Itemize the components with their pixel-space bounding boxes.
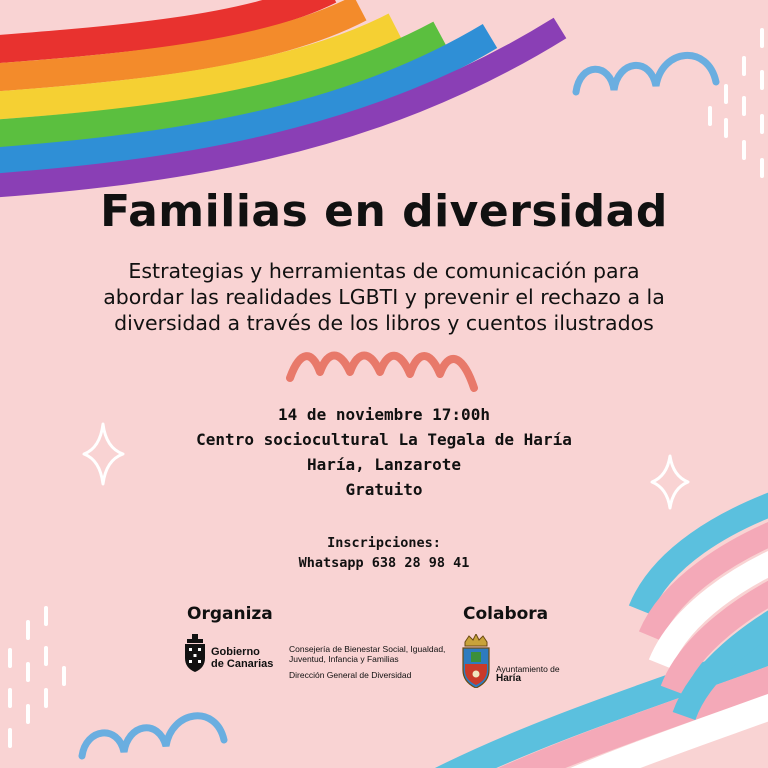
haria-coat-of-arms-icon [461,634,491,688]
logo-line: de Canarias [211,658,274,670]
subtitle-line: abordar las realidades LGBTI y prevenir el rechazo a la [103,285,665,309]
event-venue: Centro sociocultural La Tegala de Haría [196,430,572,449]
registration-label: Inscripciones: [327,535,441,551]
dash-doodles-bottom [10,608,64,746]
department-info [289,644,445,680]
event-date: 14 de noviembre 17:00h [278,405,490,424]
dept-line: Juventud, Infancia y Familias [289,654,399,664]
registration-info [0,533,768,573]
ayuntamiento-logo-text [496,664,560,684]
logo-line: Haría [496,673,522,684]
event-details [0,402,768,502]
rainbow-flag-ribbon [0,0,560,188]
registration-contact: Whatsapp 638 28 98 41 [298,555,470,571]
event-price: Gratuito [345,480,423,499]
dash-doodles-top [710,30,762,176]
event-location: Haría, Lanzarote [306,455,462,474]
logo-line: Ayuntamiento de [496,664,560,674]
page-title: Familias en diversidad [100,186,668,237]
dept-line: Consejería de Bienestar Social, Igualdad, [289,644,446,654]
cloud-doodle-icon [82,716,224,756]
subtitle [60,258,708,336]
organiza-heading: Organiza [187,604,273,624]
subtitle-line: Estrategias y herramientas de comunicación para [128,259,640,283]
colabora-heading: Colabora [463,604,549,624]
squiggle-divider-icon [290,356,474,389]
cloud-doodle-icon [576,55,716,92]
gobierno-canarias-logo-text [211,646,273,670]
subtitle-line: diversidad a través de los libros y cuentos ilustrados [114,311,654,335]
gobierno-canarias-shield-icon [183,634,207,672]
dept-line: Dirección General de Diversidad [289,670,412,680]
logo-line: Gobierno [211,646,260,658]
